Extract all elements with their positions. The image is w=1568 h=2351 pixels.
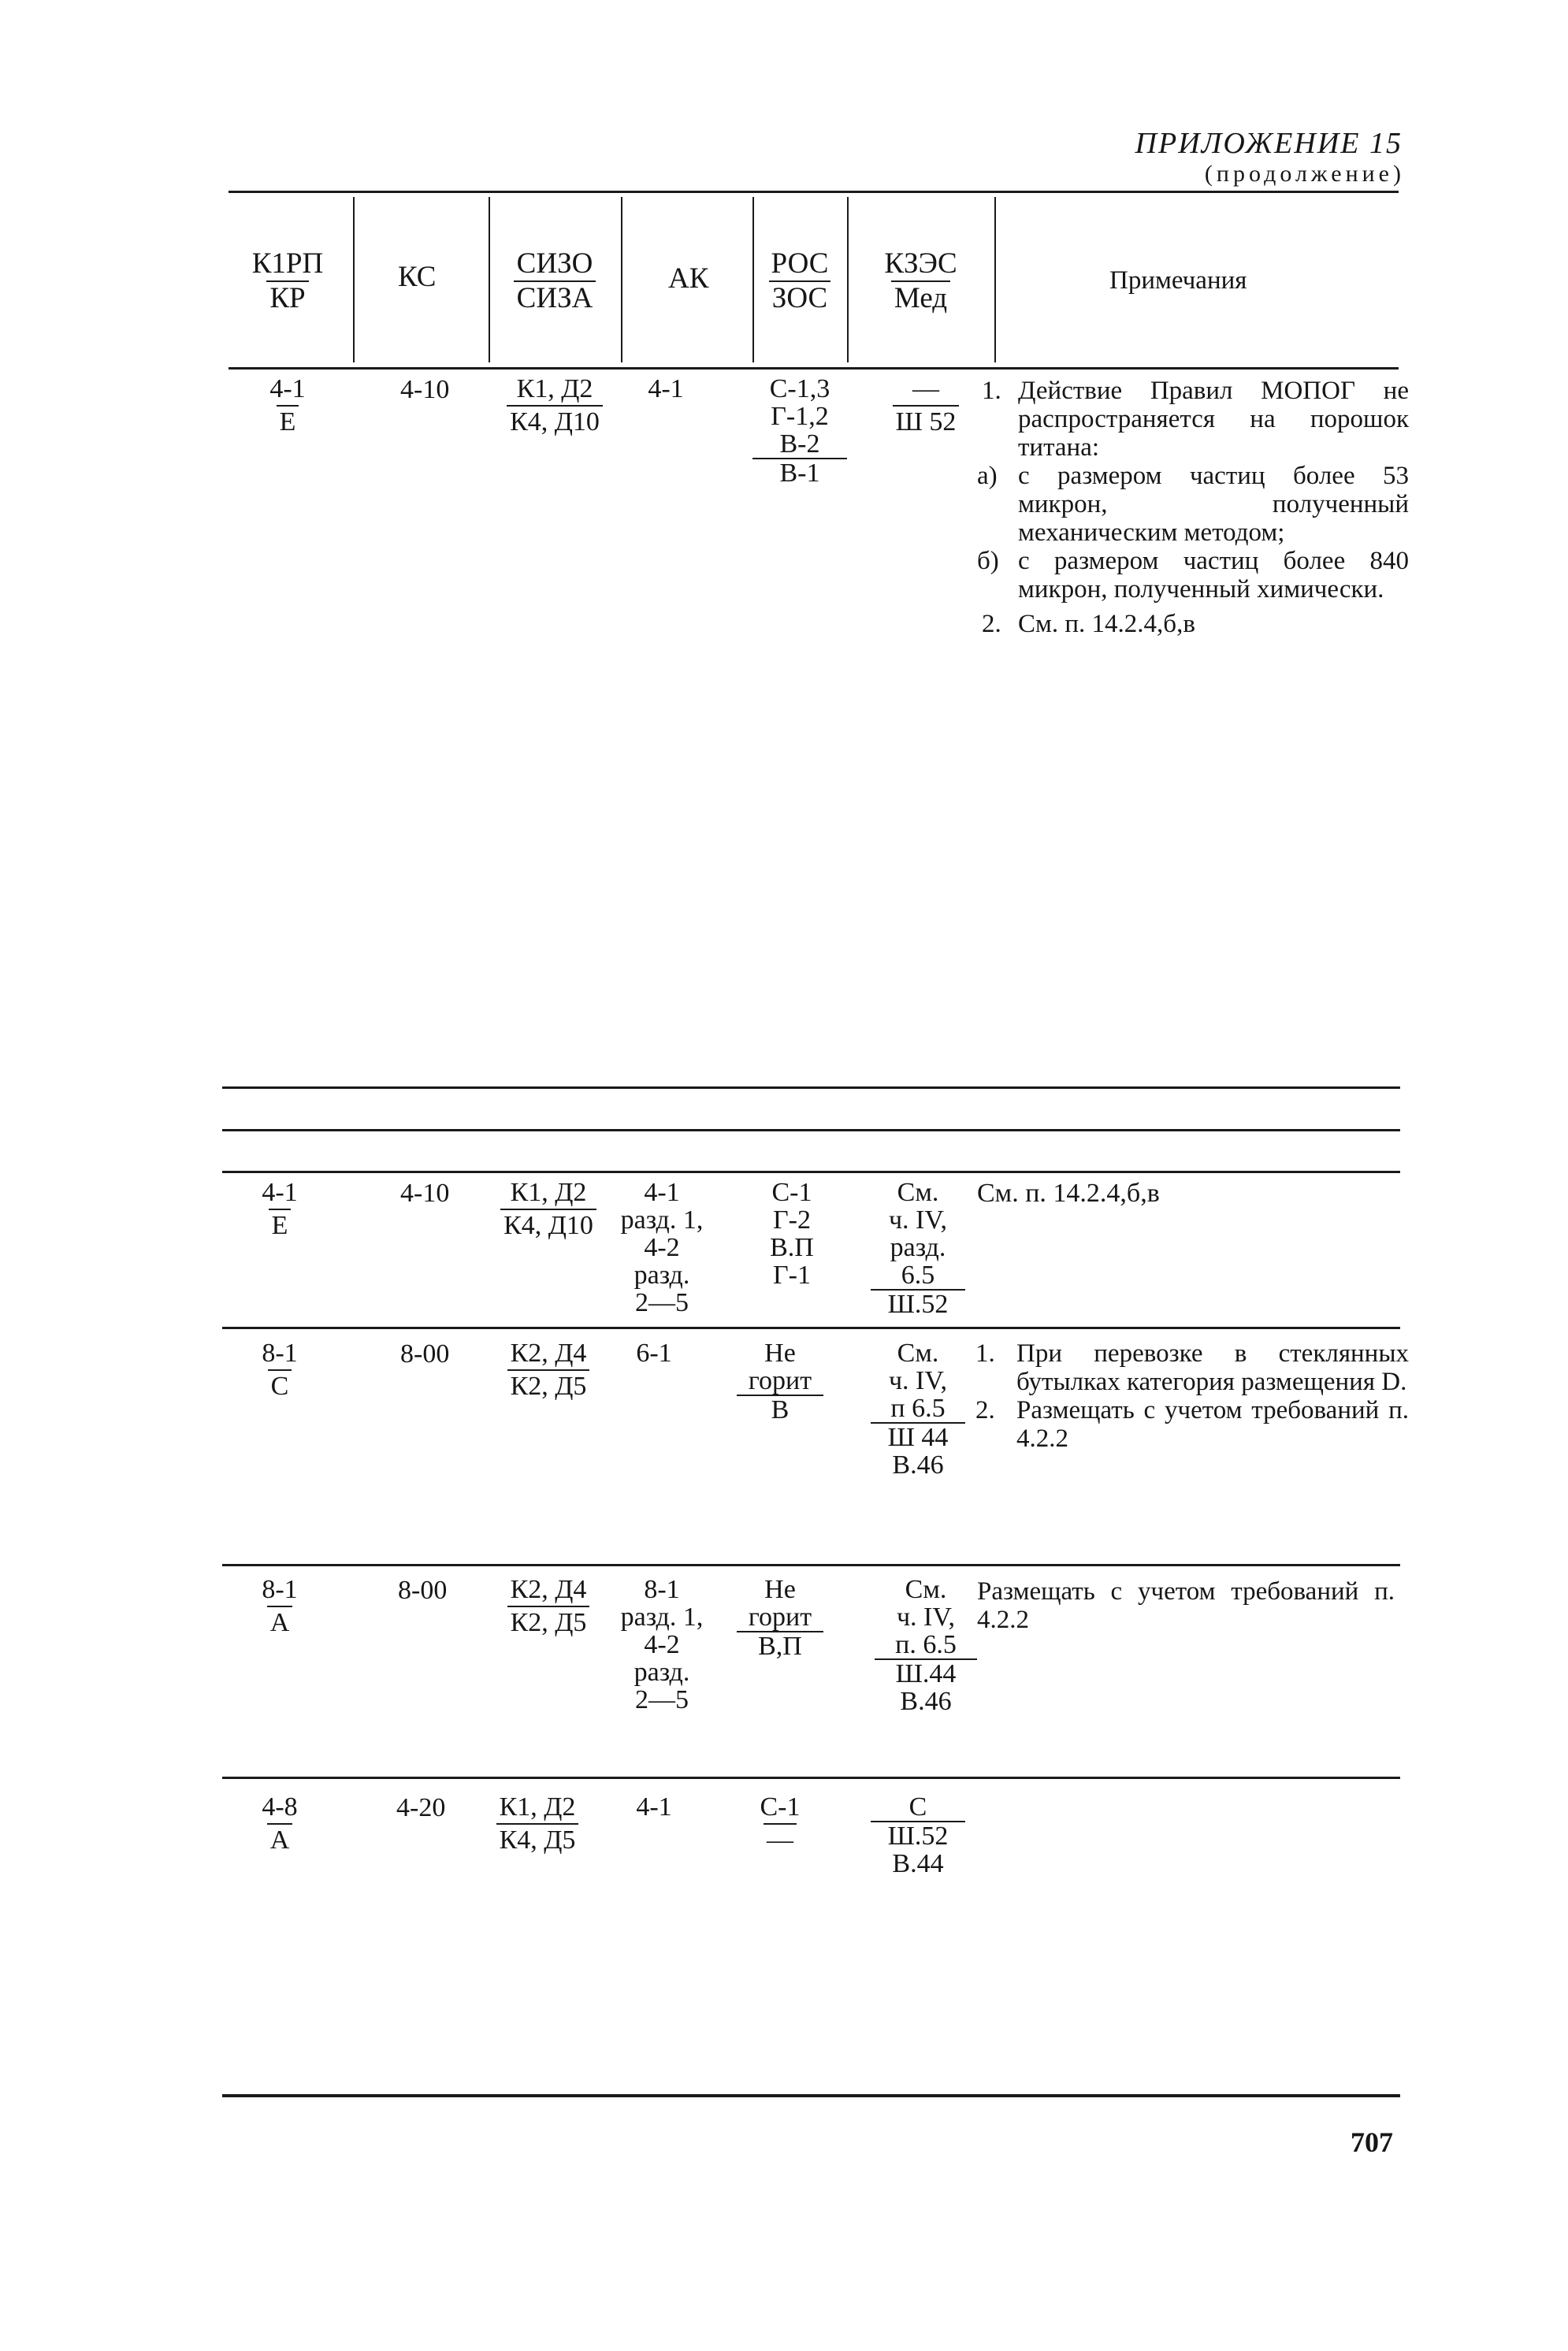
col-header-k1rp-kr: К1РП КР bbox=[251, 247, 324, 314]
col-divider bbox=[994, 197, 996, 362]
row1-ros-zos: С-1,3 Г-1,2 В-2 В-1 bbox=[752, 375, 847, 487]
row3-ak: 6-1 bbox=[636, 1339, 672, 1368]
row2-k1rp-kr: 4-1 Е bbox=[262, 1178, 298, 1240]
row4-sizo-siza: К2, Д4 К2, Д5 bbox=[482, 1576, 615, 1637]
row4-ks: 8-00 bbox=[398, 1576, 448, 1605]
row3-kzes-med: См. ч. IV, п 6.5 Ш 44 В.46 bbox=[871, 1339, 965, 1479]
section-rule bbox=[222, 1129, 1400, 1131]
table-top-rule bbox=[229, 191, 1399, 193]
page-bottom-rule bbox=[222, 2094, 1400, 2097]
row2-kzes-med: См. ч. IV, разд. 6.5 Ш.52 bbox=[871, 1179, 965, 1318]
row4-ros-zos: Не горит В,П bbox=[737, 1576, 823, 1660]
row3-ks: 8-00 bbox=[400, 1339, 450, 1369]
row1-ak: 4-1 bbox=[648, 374, 684, 403]
row4-ak: 8-1 разд. 1, 4-2 разд. 2—5 bbox=[620, 1575, 704, 1714]
col-header-ak: АК bbox=[668, 262, 709, 295]
row4-kzes-med: См. ч. IV, п. 6.5 Ш.44 В.46 bbox=[875, 1576, 977, 1715]
header-bottom-rule bbox=[229, 367, 1399, 370]
row1-ks: 4-10 bbox=[400, 375, 450, 404]
col-header-ros-zos: РОС ЗОС bbox=[752, 249, 847, 314]
row-rule bbox=[222, 1777, 1400, 1779]
section-rule bbox=[222, 1086, 1400, 1089]
row4-notes: Размещать с учетом требований п. 4.2.2 bbox=[977, 1577, 1395, 1634]
row1-kzes-med: — Ш 52 bbox=[879, 375, 973, 436]
row-rule bbox=[222, 1327, 1400, 1329]
appendix-subtitle: (продолжение) bbox=[1204, 161, 1405, 187]
note-item: а) с размером частиц более 53 микрон, полученный механическим методом; bbox=[977, 462, 1409, 547]
row5-ks: 4-20 bbox=[396, 1793, 446, 1822]
row2-ks: 4-10 bbox=[400, 1179, 450, 1208]
col-header-ks: КС bbox=[398, 261, 437, 293]
row3-k1rp-kr: 8-1 С bbox=[262, 1339, 298, 1401]
row1-notes bbox=[977, 377, 1409, 638]
row1-sizo-siza: К1, Д2 К4, Д10 bbox=[489, 375, 621, 436]
note-item: 2. Размещать с учетом требований п. 4.2.2 bbox=[975, 1396, 1409, 1453]
row5-sizo-siza: К1, Д2 К4, Д5 bbox=[471, 1793, 604, 1855]
row2-notes: См. п. 14.2.4,б,в bbox=[977, 1179, 1160, 1208]
row3-notes bbox=[975, 1339, 1409, 1453]
col-divider bbox=[353, 197, 355, 362]
row5-k1rp-kr: 4-8 А bbox=[262, 1792, 298, 1855]
note-item: 1. Действие Правил МОПОГ не распространяется на порошок титана: bbox=[982, 377, 1409, 462]
row3-ros-zos: Не горит В bbox=[737, 1339, 823, 1424]
col-header-kzes-med: КЗЭС Мед bbox=[884, 247, 957, 314]
row2-sizo-siza: К1, Д2 К4, Д10 bbox=[482, 1179, 615, 1240]
note-item: 1. При перевозке в стеклянных бутылках категория размещения D. bbox=[975, 1339, 1409, 1396]
section-rule bbox=[222, 1171, 1400, 1173]
row-rule bbox=[222, 1564, 1400, 1566]
col-divider bbox=[621, 197, 622, 362]
col-header-sizo-siza: СИЗО СИЗА bbox=[489, 249, 621, 314]
col-header-notes: Примечания bbox=[1109, 266, 1247, 295]
page-number: 707 bbox=[1351, 2126, 1393, 2158]
row3-sizo-siza: К2, Д4 К2, Д5 bbox=[482, 1339, 615, 1401]
row2-ros-zos: С-1 Г-2 В.П Г-1 bbox=[770, 1178, 814, 1290]
row4-k1rp-kr: 8-1 А bbox=[262, 1575, 298, 1637]
appendix-title: ПРИЛОЖЕНИЕ 15 bbox=[1135, 127, 1403, 160]
row5-ak: 4-1 bbox=[636, 1792, 672, 1822]
note-item: 2. См. п. 14.2.4,б,в bbox=[982, 610, 1195, 638]
row5-ros-zos: С-1 — bbox=[760, 1792, 801, 1855]
row2-ak: 4-1 разд. 1, 4-2 разд. 2—5 bbox=[620, 1178, 704, 1317]
row5-kzes-med: С Ш.52 В.44 bbox=[871, 1793, 965, 1877]
row1-k1rp-kr: 4-1 Е bbox=[269, 374, 306, 436]
note-item: б) с размером частиц более 840 микрон, полученный химически. bbox=[977, 547, 1409, 604]
